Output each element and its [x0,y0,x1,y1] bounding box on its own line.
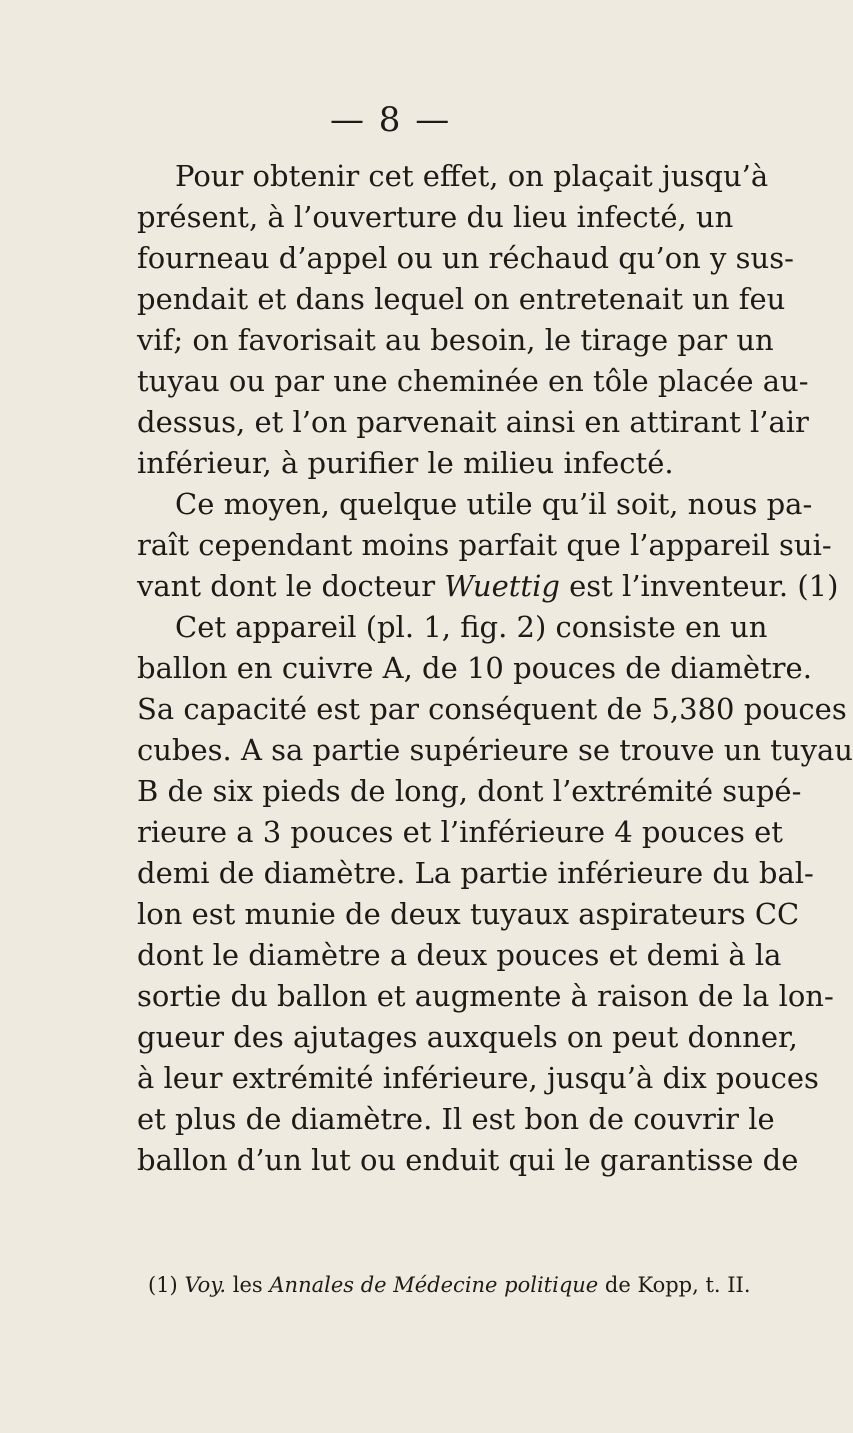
text-line: dessus, et l’on parvenait ainsi en attirant l’air [137,405,809,439]
text-line: lon est munie de deux tuyaux aspirateurs CC [137,897,800,931]
text-line [137,566,839,606]
text-line: Pour obtenir cet effet, on plaçait jusqu’à [175,159,769,193]
footnote-text: les [232,1273,263,1297]
text-line: cubes. A sa partie supérieure se trouve un tuyau [137,733,853,767]
text-line: gueur des ajutages auxquels on peut donner, [137,1020,798,1054]
author-name: Wuettig [444,569,560,603]
footnote [148,1273,751,1297]
text-line: Cet appareil (pl. 1, fig. 2) consiste en un [175,610,768,644]
text-line: B de six pieds de long, dont l’extrémité supé- [137,774,802,808]
text-line: dont le diamètre a deux pouces et demi à la [137,938,782,972]
footnote-text: de Kopp, t. II. [604,1273,751,1297]
footnote-voy: Voy. [184,1273,227,1297]
text-line: et plus de diamètre. Il est bon de couvrir le [137,1102,775,1136]
footnote-title: Annales de Médecine politique [269,1273,599,1297]
text-line: Sa capacité est par conséquent de 5,380 pouces [137,692,847,726]
text-line: sortie du ballon et augmente à raison de la lon- [137,979,834,1013]
text-fragment: est l’inventeur. (1) [569,569,839,603]
text-line: ballon en cuivre A, de 10 pouces de diamètre. [137,651,812,685]
text-line: rieure a 3 pouces et l’inférieure 4 pouces et [137,815,783,849]
text-line: à leur extrémité inférieure, jusqu’à dix pouces [137,1061,819,1095]
footnote-mark: (1) [148,1273,178,1297]
text-line: vif; on favorisait au besoin, le tirage par un [137,323,774,357]
text-line: Ce moyen, quelque utile qu’il soit, nous pa- [175,487,813,521]
text-line: présent, à l’ouverture du lieu infecté, un [137,200,734,234]
text-line: raît cependant moins parfait que l’appareil sui- [137,528,832,562]
text-line: fourneau d’appel ou un réchaud qu’on y sus- [137,241,794,275]
text-line: tuyau ou par une cheminée en tôle placée au- [137,364,809,398]
text-line: demi de diamètre. La partie inférieure du bal- [137,856,814,890]
text-line: inférieur, à purifier le milieu infecté. [137,446,674,480]
text-line: ballon d’un lut ou enduit qui le garantisse de [137,1143,799,1177]
text-fragment: vant dont le docteur [137,569,436,603]
page-number: — 8 — [330,100,452,140]
text-line: pendait et dans lequel on entretenait un feu [137,282,786,316]
